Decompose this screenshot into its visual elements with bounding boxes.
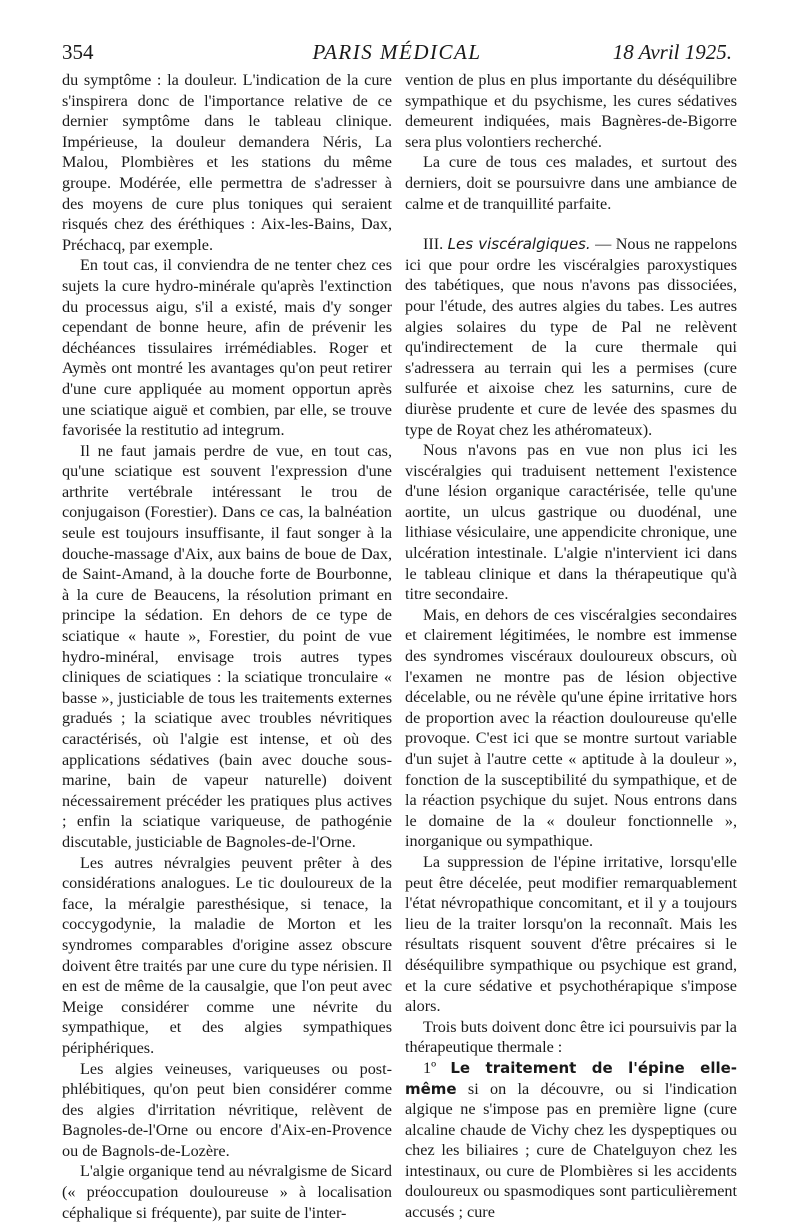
section-text: — Nous ne rappelons ici que pour ordre les viscéralgies paroxystiques des tabétiques, que nous n'avons pas dissociées, pour l'étude, des autres algies du tabes. Les autres algies solaires du type de Pal ne relèvent qu'indirectement de la cure thermale qui s'adressera au terrain qui les a permises (cure sulfurée et aixoise chez les saturnins, cure de diurèse prudente et cure de levée des spasmes du type de Royat chez les athéromateux). [405,235,738,439]
paragraph: du symptôme : la douleur. L'indication de la cure s'inspirera donc de l'importance relative de ce dernier symptôme dans le tableau clinique. Impérieuse, la douleur demandera Néris, La Malou, Plombières et les stations du même groupe. Modérée, elle permettra de s'adresser à des moyens de cure plus toniques qui seraient risqués chez des éréthiques : Aix-les-Bains, Dax, Préchacq, par exemple. [62,71,392,254]
paragraph: La cure de tous ces malades, et surtout des derniers, doit se poursuivre dans une ambiance de calme et de tranquillité parfaite. [405,153,737,213]
paragraph: En tout cas, il conviendra de ne tenter chez ces sujets la cure hydro-minérale qu'après l'extinction du processus aigu, s'il a existé, mais d'y songer cependant de bonne heure, afin de prévenir les déchéances tissulaires irrémédiables. Roger et Aymès ont montré les avantages qu'on peut retirer d'une cure appliquée au moment opportun après une sciatique aiguë et combien, par elle, se trouve favorisée la restitutio ad integrum. [62,256,392,440]
paragraph: vention de plus en plus importante du déséquilibre sympathique et du psychisme, les cures sédatives demeurent indiquées, mais Bagnères-de-Bigorre sera plus volontiers recherché. [405,71,737,151]
list-number: 1º [423,1058,437,1077]
paragraph: Les algies veineuses, variqueuses ou post-phlébitiques, qu'on peut bien considérer comme des algies d'irritation névritique, relèvent de Bagnoles-de-l'Orne ou encore d'Aix-en-Provence ou de Bagnols-de-Lozère. [62,1059,392,1160]
page-number: 354 [62,40,94,64]
list-text: si on la découvre, ou si l'indication algique ne s'impose pas en première ligne (cure alcaline chaude de Vichy chez les dyspeptiques ou chez les biliaires ; cure de Chatelguyon chez les intestinaux, ou cure de Plombières si les accidents douloureux ou spasmodiques sont particulièrement accusés ; cure [405,1079,737,1222]
paragraph: Trois buts doivent donc être ici poursuivis par la thérapeutique thermale : [405,1017,737,1057]
paragraph: La suppression de l'épine irritative, lorsqu'elle peut être décelée, peut modifier remarquablement l'état névropathique concomitant, et il y a toujours lieu de la traiter lorsqu'on la reconnaît. Mais les résultats risquent souvent d'être précaires si le déséquilibre sympathique ou psychique est grand, et la cure sédative et psychothérapique s'impose alors. [405,852,737,1016]
list-paragraph [405,1058,737,1223]
page-header [62,40,732,72]
section-paragraph [405,234,737,440]
section-gap [405,214,737,234]
section-number: III. [423,235,444,254]
paragraph: Les autres névralgies peuvent prêter à des considérations analogues. Le tic douloureux de la face, la méralgie paresthésique, si tenace, la coccygodynie, la maladie de Morton et les syndromes comparables d'origine assez obscure doivent être traités par une cure du type nérisien. Il en est de même de la causalgie, que l'on peut avec Meige considérer comme une névrite du sympathique, et des algies sympathiques périphériques. [62,853,392,1057]
list-heading: Le traitement de l'épine elle-même [405,1058,738,1098]
right-column [405,70,737,1223]
paragraph: Mais, en dehors de ces viscéralgies secondaires et clairement légitimées, le nombre est immense des syndromes viscéraux douloureux obscurs, où l'examen ne montre pas de lésion objective décelable, ou ne révèle qu'une épine irritative hors de proportion avec la réaction douloureuse qu'elle provoque. C'est ici que se montre surtout variable d'un sujet à l'autre cette « aptitude à la douleur », fonction de la susceptibilité du sympathique, et de la réaction psychique du sujet. Nous entrons dans le domaine de la « douleur fonctionnelle », inorganique ou sympathique. [405,605,737,851]
paragraph: Il ne faut jamais perdre de vue, en tout cas, qu'une sciatique est souvent l'expression d'une arthrite vertébrale intéressant le trou de conjugaison (Forestier). Dans ce cas, la balnéation seule est toujours insuffisante, il faut songer à la douche-massage d'Aix, aux bains de boue de Dax, de Saint-Amand, à la douche forte de Bourbonne, à la cure de Beaucens, la résolution primant en principe la sédation. En dehors de ce type de sciatique « haute », Forestier, du point de vue hydro-minéral, envisage trois autres types cliniques de sciatiques : la sciatique tronculaire « basse », justiciable de tous les traitements externes gradués ; la sciatique avec troubles névritiques caractérisés, où l'algie est intense, et où des applications sédatives (bain avec douche sous-marine, bain de vapeur naturelle) doivent nécessairement précéder les pratiques plus actives ; enfin la sciatique variqueuse, de pathogénie discutable, justiciable de Bagnoles-de-l'Orne. [62,441,392,851]
issue-date: 18 Avril 1925. [612,40,732,64]
left-column [62,70,392,1223]
paragraph: Nous n'avons pas en vue non plus ici les viscéralgies qui traduisent nettement l'existence d'une lésion organique caractérisée, telle qu'une aortite, un ulcus gastrique ou duodénal, une lithiase vésiculaire, une appendicite chronique, une ulcération intestinale. L'algie n'intervient ici dans le tableau clinique et dans la thérapeutique qu'à titre secondaire. [405,441,737,604]
paragraph: L'algie organique tend au névralgisme de Sicard (« préoccupation douloureuse » à localisation céphalique si fréquente), par suite de l'inter- [62,1162,392,1222]
section-title: Les viscéralgiques. [447,235,591,254]
running-title: PARIS MÉDICAL [312,40,482,64]
